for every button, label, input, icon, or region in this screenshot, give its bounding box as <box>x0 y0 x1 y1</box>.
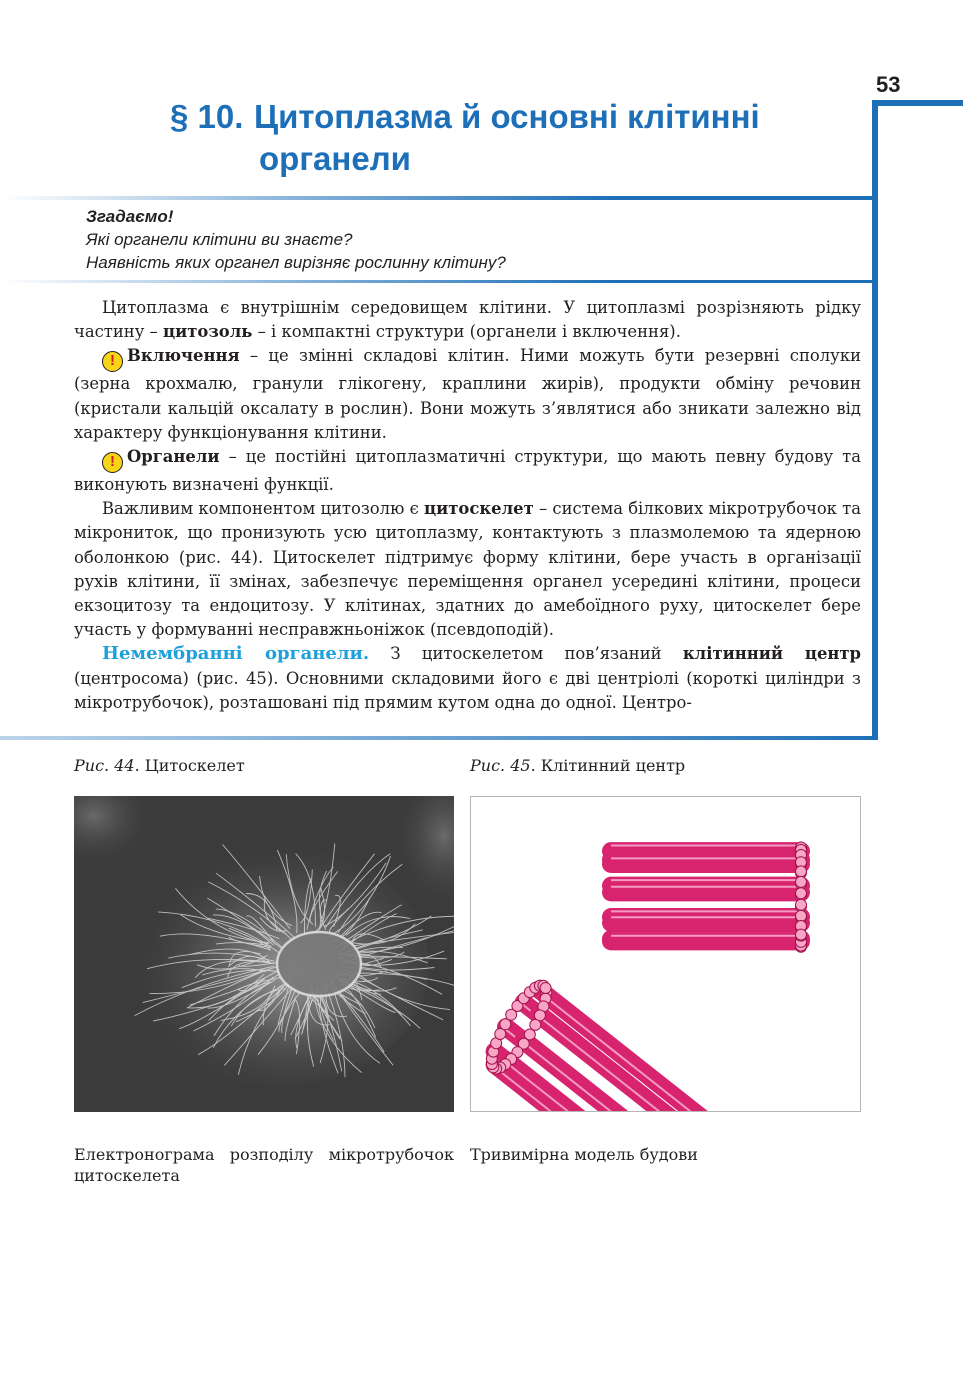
fig44-label: Рис. 44 <box>74 756 135 775</box>
term-cell-center: клітинний центр <box>682 644 861 664</box>
paragraph <box>74 497 861 642</box>
paragraph <box>74 344 861 445</box>
microtubule-end <box>796 888 807 899</box>
fig45-caption <box>470 756 685 775</box>
micrograph-image <box>74 796 454 1112</box>
corner-rule-top <box>872 100 963 106</box>
text-run: Важливим компонентом цитозолю є <box>102 499 424 519</box>
header-divider <box>0 196 878 200</box>
fig45-label: Рис. 45 <box>470 756 531 775</box>
fig44-caption <box>74 756 245 775</box>
term-inclusions: Включення <box>127 346 240 366</box>
centrosome-model <box>470 796 861 1112</box>
attention-icon: ! <box>102 351 123 372</box>
microtubule-end <box>796 929 807 940</box>
text-run: З цитоскелетом пов’язаний <box>369 644 683 664</box>
microtubule-end <box>796 899 807 910</box>
recall-box <box>86 205 506 274</box>
text-run: – це змінні складові клітин. Ними можуть бути резервні сполуки (зерна крохмалю, гранули глікогену, краплини жирів), продукти обміну речовин (кристали кальцій оксалату в рослин). Вони можуть з’являтися або зникати залежно від характеру функціонування клітини. <box>74 346 861 442</box>
microtubule-end <box>796 910 807 921</box>
recall-question: Які органели клітини ви знаєте? <box>86 230 353 249</box>
term-cytosol: цитозоль <box>162 322 253 342</box>
subheading-nonmembrane: Немембранні органели. <box>102 643 370 665</box>
text-run: – система білкових мікротрубочок та мікрониток, що пронизують усю цитоплазму, контактують з плазмолемою та ядерною оболонкою (рис. 44). Цитоскелет підтримує форму клітини, бере участь в організації рухів клітини, її змінах, забезпечує переміщення органел усередині клітини, процеси екзоцитозу та ендоцитозу. У клітинах, здатних до амебоїдного руху, цитоскелет бере участь у формуванні несправжньоніжок (псевдоподій). <box>74 499 861 640</box>
fig45-description: Тривимірна модель будови <box>470 1145 698 1164</box>
text-run: (центросома) (рис. 45). Основними складовими його є дві центріолі (короткі циліндри з мікротрубочок), розташовані під прямим кутом одна до одної. Центро- <box>74 668 861 712</box>
fig44-title: . Цитоскелет <box>134 756 245 775</box>
recall-divider <box>0 280 878 283</box>
term-organelles: Органели <box>127 447 220 467</box>
attention-icon: ! <box>102 452 123 473</box>
text-run: Цитоплазма є внутрішнім середовищем клітини. У цитоплазмі розрізняють рідку частину – <box>74 298 861 342</box>
cytoskeleton-micrograph <box>74 796 454 1112</box>
paragraph <box>74 296 861 344</box>
microtubule-end <box>796 876 807 887</box>
microtubule-end <box>530 1019 541 1030</box>
text-bottom-divider <box>0 736 878 740</box>
fig44-description: Електронограма розподілу мікротрубочок цитоскелета <box>74 1145 454 1185</box>
microtubule-end <box>796 866 807 877</box>
page-number: 53 <box>876 72 901 97</box>
title-line-2: органели <box>259 140 411 177</box>
term-cytoskeleton: цитоскелет <box>424 499 534 519</box>
section-number: § 10. <box>170 98 244 135</box>
centrioles-3d-image <box>471 797 860 1111</box>
title-line-1: Цитоплазма й основні клітинні <box>254 98 760 135</box>
paragraph <box>74 642 861 715</box>
paragraph <box>74 445 861 497</box>
text-run: – це постійні цитоплазматичні структури, що мають певну будову та виконують визначені функції. <box>74 447 861 495</box>
fig45-title: . Клітинний центр <box>530 756 686 775</box>
recall-question: Наявність яких органел вирізняє рослинну клітину? <box>86 253 506 272</box>
text-run: – і компактні структури (органели і включення). <box>252 322 681 342</box>
section-title <box>170 96 860 180</box>
recall-heading: Згадаємо! <box>86 207 174 226</box>
microtubule-end <box>540 982 551 993</box>
main-text <box>74 296 861 715</box>
